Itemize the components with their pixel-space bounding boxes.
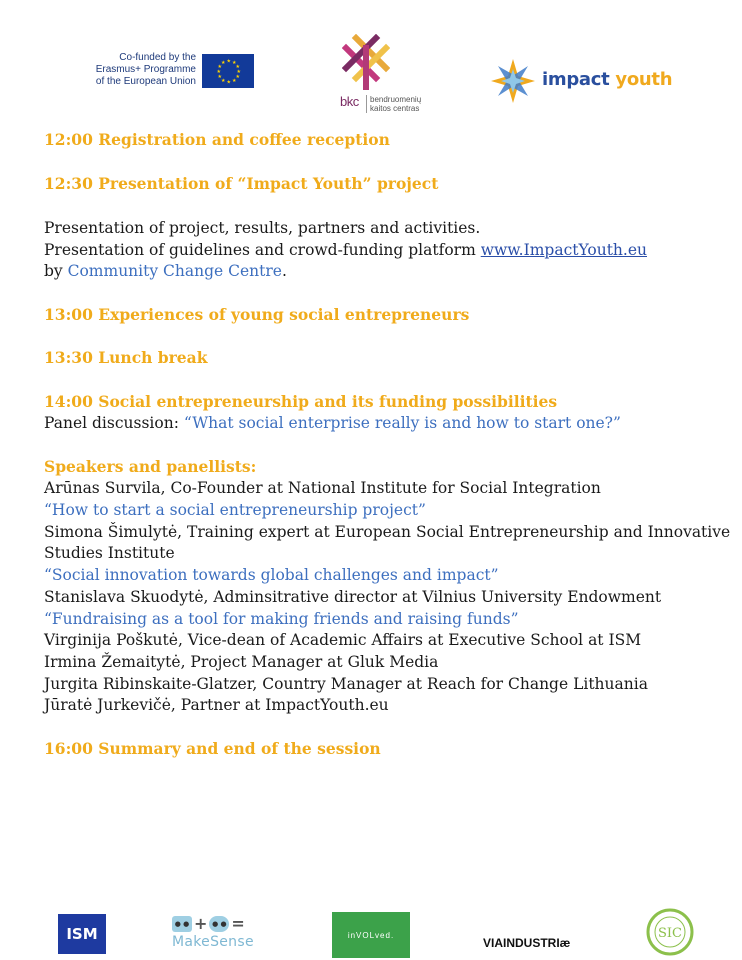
sic-logo-icon (646, 908, 694, 956)
speaker-line: Simona Šimulytė, Training expert at European Social Entrepreneurship and Innovative (44, 523, 731, 541)
agenda-item-presentation: 12:30 Presentation of “Impact Youth” project (44, 174, 439, 193)
bkc-name-line-1: bendruomenių (370, 95, 422, 104)
svg-text:★: ★ (232, 60, 237, 66)
svg-text:★: ★ (217, 64, 222, 70)
makesense-equals: = (231, 914, 245, 933)
agenda-text-presentation-desc: Presentation of project, results, partners and activities. (44, 219, 481, 237)
svg-text:★: ★ (226, 58, 231, 65)
footer-logos (0, 900, 742, 960)
speaker-line: Irmina Žemaitytė, Project Manager at Gluk Media (44, 653, 439, 671)
makesense-symbols (172, 914, 262, 934)
sic-letters: SIC (658, 926, 682, 941)
makesense-wordmark: MakeSense (172, 934, 254, 950)
agenda-item-summary: 16:00 Summary and end of the session (44, 739, 381, 758)
svg-text:★: ★ (235, 74, 240, 80)
agenda-text-by (44, 261, 287, 281)
agenda-item-funding: 14:00 Social entrepreneurship and its funding possibilities (44, 392, 558, 411)
by-period: . (281, 262, 287, 280)
svg-text:★: ★ (232, 78, 237, 84)
ism-logo: ISM (58, 914, 106, 954)
svg-text:★: ★ (236, 69, 241, 75)
erasmus-line-2: Erasmus+ Programme (95, 64, 196, 75)
svg-text:★: ★ (217, 74, 222, 80)
involved-logo: inVOLved. (332, 912, 410, 958)
agenda-text-guidelines (44, 240, 647, 260)
agenda-item-lunch: 13:30 Lunch break (44, 348, 208, 367)
erasmus-line-1: Co-funded by the (119, 52, 196, 63)
bkc-logo (336, 34, 420, 118)
makesense-face-icon: ● ● (172, 916, 192, 932)
svg-text:★: ★ (221, 60, 226, 66)
youth-word: youth (615, 69, 673, 90)
svg-text:★: ★ (235, 64, 240, 70)
speaker-line: Studies Institute (44, 544, 175, 562)
guidelines-text: Presentation of guidelines and crowd-funding platform (44, 241, 481, 259)
impact-youth-star-icon (490, 58, 536, 104)
svg-text:★: ★ (226, 79, 231, 86)
makesense-plus: + (194, 914, 208, 933)
impact-word: impact (542, 69, 610, 90)
impact-youth-wordmark (542, 69, 672, 90)
makesense-logo (172, 914, 262, 956)
panel-label: Panel discussion: (44, 414, 184, 432)
speakers-heading: Speakers and panellists: (44, 457, 257, 476)
talk-title: “Fundraising as a tool for making friends and raising funds” (44, 610, 519, 628)
agenda-text-panel (44, 413, 621, 433)
makesense-face-icon: ● ● (209, 916, 229, 932)
erasmus-line-3: of the European Union (95, 76, 196, 87)
agenda-item-registration: 12:00 Registration and coffee reception (44, 130, 390, 149)
eu-flag-icon (202, 54, 254, 88)
header-logos (0, 0, 742, 125)
talk-title: “Social innovation towards global challenges and impact” (44, 566, 499, 584)
talk-title: “How to start a social entrepreneurship project” (44, 501, 426, 519)
speaker-line: Jurgita Ribinskaite-Glatzer, Country Manager at Reach for Change Lithuania (44, 675, 648, 693)
bkc-name-line-2: kaitos centras (370, 104, 420, 113)
erasmus-caption (84, 52, 196, 88)
speaker-line: Arūnas Survila, Co-Founder at National Institute for Social Integration (44, 479, 601, 497)
viaindustriae-logo: VIAINDUSTRIæ (483, 936, 571, 950)
bkc-name (366, 95, 424, 113)
bkc-abbr: bkc (340, 94, 359, 109)
impact-youth-logo (490, 58, 673, 104)
panel-topic: “What social enterprise really is and how to start one?” (183, 414, 621, 432)
by-text: by (44, 262, 68, 280)
erasmus-logo (84, 52, 254, 90)
agenda-item-experiences: 13:00 Experiences of young social entrepreneurs (44, 305, 470, 324)
bkc-mark-icon (342, 34, 390, 90)
community-change-centre: Community Change Centre (67, 262, 282, 280)
svg-text:★: ★ (221, 78, 226, 84)
svg-text:★: ★ (216, 69, 221, 75)
speaker-line: Stanislava Skuodytė, Adminsitrative director at Vilnius University Endowment (44, 588, 662, 606)
speaker-line: Virginija Poškutė, Vice-dean of Academic Affairs at Executive School at ISM (44, 631, 642, 649)
impactyouth-link[interactable]: www.ImpactYouth.eu (480, 241, 647, 259)
speaker-line: Jūratė Jurkevičė, Partner at ImpactYouth.eu (44, 696, 389, 714)
